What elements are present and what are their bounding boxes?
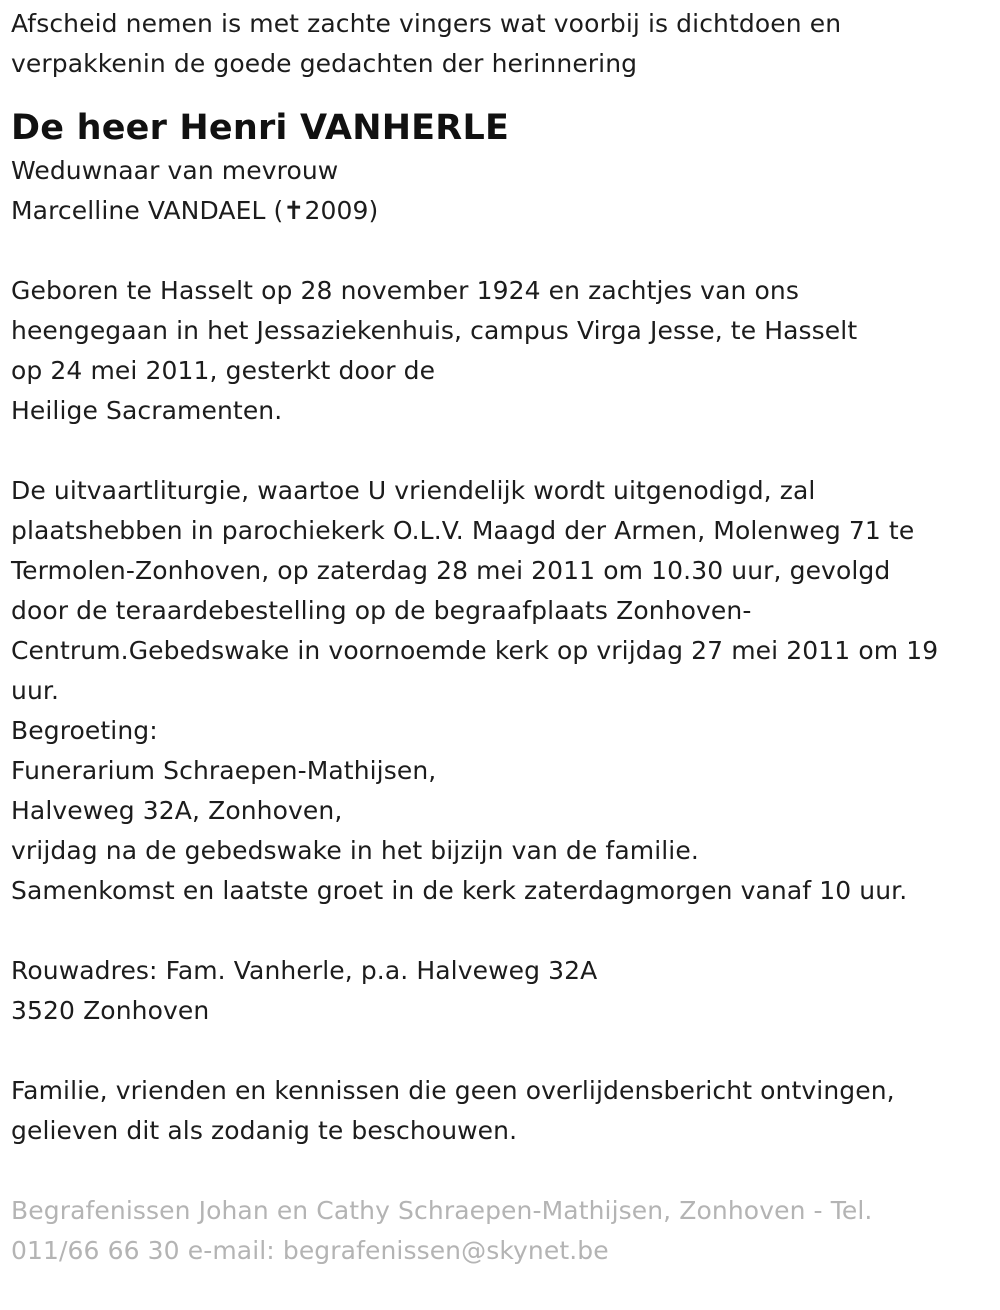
spacer [11,231,986,271]
birth-death-paragraph [11,271,986,431]
funeral-home-footer [11,1191,986,1271]
deceased-name: De heer Henri VANHERLE [11,108,510,148]
spouse-line: Weduwnaar van mevrouw [11,156,339,185]
deceased-block [11,107,986,231]
funeral-paragraph [11,471,986,911]
paragraph-line: door de teraardebestelling op de begraafplaats Zonhoven- [11,596,752,625]
spacer [11,1151,986,1191]
paragraph-line: Begroeting: [11,716,158,745]
paragraph-line: Funerarium Schraepen-Mathijsen, [11,756,437,785]
paragraph-line: plaatshebben in parochiekerk O.L.V. Maagd der Armen, Molenweg 71 te [11,516,915,545]
footer-line: Begrafenissen Johan en Cathy Schraepen-Mathijsen, Zonhoven - Tel. [11,1196,873,1225]
motto-line: Afscheid nemen is met zachte vingers wat voorbij is dichtdoen en [11,9,842,38]
paragraph-line: Familie, vrienden en kennissen die geen overlijdensbericht ontvingen, [11,1076,895,1105]
obituary-notice [11,4,986,1271]
address-line: Rouwadres: Fam. Vanherle, p.a. Halveweg 32A [11,956,598,985]
paragraph-line: Termolen-Zonhoven, op zaterdag 28 mei 2011 om 10.30 uur, gevolgd [11,556,891,585]
spacer [11,431,986,471]
paragraph-line: Heilige Sacramenten. [11,396,283,425]
address-line: 3520 Zonhoven [11,996,210,1025]
motto [11,4,986,84]
mourning-address [11,951,986,1031]
paragraph-line: op 24 mei 2011, gesterkt door de [11,356,436,385]
paragraph-line: gelieven dit als zodanig te beschouwen. [11,1116,518,1145]
spacer [11,911,986,951]
paragraph-line: uur. [11,676,60,705]
spacer [11,1031,986,1071]
paragraph-line: heengegaan in het Jessaziekenhuis, campus Virga Jesse, te Hasselt [11,316,858,345]
paragraph-line: Samenkomst en laatste groet in de kerk zaterdagmorgen vanaf 10 uur. [11,876,908,905]
motto-line: verpakkenin de goede gedachten der herinnering [11,49,638,78]
notice-paragraph [11,1071,986,1151]
footer-line: 011/66 66 30 e-mail: begrafenissen@skynet.be [11,1236,609,1265]
paragraph-line: De uitvaartliturgie, waartoe U vriendelijk wordt uitgenodigd, zal [11,476,816,505]
paragraph-line: Halveweg 32A, Zonhoven, [11,796,343,825]
paragraph-line: Centrum.Gebedswake in voornoemde kerk op vrijdag 27 mei 2011 om 19 [11,636,939,665]
paragraph-line: Geboren te Hasselt op 28 november 1924 en zachtjes van ons [11,276,799,305]
spouse-line: Marcelline VANDAEL (✝2009) [11,196,379,225]
paragraph-line: vrijdag na de gebedswake in het bijzijn van de familie. [11,836,699,865]
